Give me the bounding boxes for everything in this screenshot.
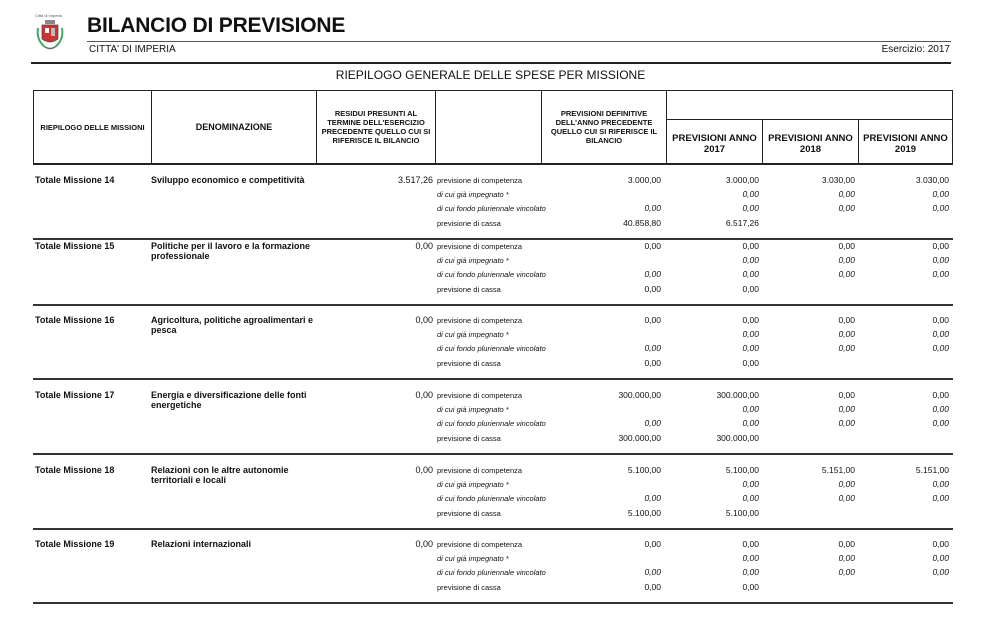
y2018-competenza-value: 5.151,00 <box>821 465 855 475</box>
mission-denominazione: Politiche per il lavoro e la formazione professionale <box>151 241 311 261</box>
prev_def-fpv-value: 0,00 <box>644 269 661 279</box>
header-divider <box>31 62 951 64</box>
mission-denominazione: Sviluppo economico e competitività <box>151 175 305 185</box>
row-label-impegnato: di cui già impegnato * <box>437 256 509 265</box>
prev_def-fpv-value: 0,00 <box>644 203 661 213</box>
entity-name: CITTA' DI IMPERIA <box>89 44 176 55</box>
y2019-competenza-value: 0,00 <box>932 315 949 325</box>
row-label-cassa: previsione di cassa <box>437 359 501 368</box>
y2018-impegnato-value: 0,00 <box>838 479 855 489</box>
exercise-year: Esercizio: 2017 <box>881 44 950 55</box>
document-title: BILANCIO DI PREVISIONE <box>87 14 346 37</box>
y2019-impegnato-value: 0,00 <box>932 553 949 563</box>
col-header-residui: RESIDUI PRESUNTI AL TERMINE DELL'ESERCIZIO PRECEDENTE QUELLO CUI SI RIFERISCE IL BILANCIO <box>317 91 436 163</box>
y2017-fpv-value: 0,00 <box>742 343 759 353</box>
y2018-fpv-value: 0,00 <box>838 269 855 279</box>
prev_def-cassa-value: 40.858,80 <box>623 218 661 228</box>
y2017-fpv-value: 0,00 <box>742 418 759 428</box>
y2017-competenza-value: 5.100,00 <box>725 465 759 475</box>
y2018-impegnato-value: 0,00 <box>838 329 855 339</box>
y2017-impegnato-value: 0,00 <box>742 479 759 489</box>
y2017-cassa-value: 5.100,00 <box>725 508 759 518</box>
prev_def-competenza-value: 300.000,00 <box>618 390 661 400</box>
row-label-fpv: di cui fondo pluriennale vincolato <box>437 419 546 428</box>
row-label-fpv: di cui fondo pluriennale vincolato <box>437 204 546 213</box>
mission-name: Totale Missione 16 <box>35 315 115 325</box>
prev_def-competenza-value: 0,00 <box>644 315 661 325</box>
y2018-competenza-value: 0,00 <box>838 539 855 549</box>
prev_def-competenza-value: 3.000,00 <box>627 175 661 185</box>
col-header-2018: PREVISIONI ANNO 2018 <box>763 119 859 163</box>
col-header-2019: PREVISIONI ANNO 2019 <box>859 119 952 163</box>
y2018-fpv-value: 0,00 <box>838 418 855 428</box>
prev_def-cassa-value: 5.100,00 <box>627 508 661 518</box>
row-label-cassa: previsione di cassa <box>437 285 501 294</box>
row-label-competenza: previsione di competenza <box>437 466 523 475</box>
y2017-competenza-value: 0,00 <box>742 539 759 549</box>
y2017-impegnato-value: 0,00 <box>742 255 759 265</box>
row-label-competenza: previsione di competenza <box>437 540 523 549</box>
prev_def-cassa-value: 300.000,00 <box>618 433 661 443</box>
y2019-impegnato-value: 0,00 <box>932 479 949 489</box>
y2019-competenza-value: 3.030,00 <box>915 175 949 185</box>
prev_def-fpv-value: 0,00 <box>644 418 661 428</box>
y2017-competenza-value: 0,00 <box>742 241 759 251</box>
col-header-missioni: RIEPILOGO DELLE MISSIONI <box>34 91 152 163</box>
prev_def-cassa-value: 0,00 <box>644 582 661 592</box>
mission-denominazione: Relazioni con le altre autonomie territoriali e locali <box>151 465 289 485</box>
report-title: RIEPILOGO GENERALE DELLE SPESE PER MISSIONE <box>335 68 646 82</box>
residui-value: 0,00 <box>415 241 433 251</box>
prev_def-fpv-value: 0,00 <box>644 343 661 353</box>
mission-block <box>33 381 953 455</box>
row-label-cassa: previsione di cassa <box>437 434 501 443</box>
prev_def-fpv-value: 0,00 <box>644 567 661 577</box>
prev_def-competenza-value: 0,00 <box>644 539 661 549</box>
mission-denominazione: Agricoltura, politiche agroalimentari e pesca <box>151 315 314 335</box>
col-header-denominazione: DENOMINAZIONE <box>152 91 317 163</box>
y2018-competenza-value: 3.030,00 <box>821 175 855 185</box>
row-label-impegnato: di cui già impegnato * <box>437 330 509 339</box>
y2017-fpv-value: 0,00 <box>742 493 759 503</box>
y2017-cassa-value: 0,00 <box>742 358 759 368</box>
y2018-impegnato-value: 0,00 <box>838 553 855 563</box>
row-label-competenza: previsione di competenza <box>437 242 523 251</box>
mission-name: Totale Missione 18 <box>35 465 115 475</box>
y2017-fpv-value: 0,00 <box>742 203 759 213</box>
y2019-competenza-value: 0,00 <box>932 241 949 251</box>
y2017-cassa-value: 0,00 <box>742 284 759 294</box>
row-label-impegnato: di cui già impegnato * <box>437 190 509 199</box>
row-label-competenza: previsione di competenza <box>437 316 523 325</box>
y2018-impegnato-value: 0,00 <box>838 255 855 265</box>
row-divider <box>33 378 953 380</box>
y2017-cassa-value: 300.000,00 <box>716 433 759 443</box>
logo-caption: Città di Imperia <box>35 13 62 18</box>
row-label-cassa: previsione di cassa <box>437 583 501 592</box>
prev_def-fpv-value: 0,00 <box>644 493 661 503</box>
row-label-fpv: di cui fondo pluriennale vincolato <box>437 270 546 279</box>
mission-name: Totale Missione 14 <box>35 175 115 185</box>
mission-block <box>33 530 953 604</box>
residui-value: 0,00 <box>415 315 433 325</box>
y2018-impegnato-value: 0,00 <box>838 404 855 414</box>
row-label-impegnato: di cui già impegnato * <box>437 480 509 489</box>
mission-block <box>33 232 953 306</box>
y2019-competenza-value: 0,00 <box>932 539 949 549</box>
prev_def-competenza-value: 0,00 <box>644 241 661 251</box>
y2018-fpv-value: 0,00 <box>838 567 855 577</box>
y2018-impegnato-value: 0,00 <box>838 189 855 199</box>
mission-denominazione: Energia e diversificazione delle fonti energetiche <box>151 390 307 410</box>
mission-block <box>33 306 953 380</box>
row-label-fpv: di cui fondo pluriennale vincolato <box>437 568 546 577</box>
residui-value: 0,00 <box>415 465 433 475</box>
y2019-fpv-value: 0,00 <box>932 269 949 279</box>
mission-name: Totale Missione 17 <box>35 390 115 400</box>
col-header-2017: PREVISIONI ANNO 2017 <box>667 119 763 163</box>
y2019-fpv-value: 0,00 <box>932 493 949 503</box>
y2019-fpv-value: 0,00 <box>932 567 949 577</box>
row-divider <box>33 602 953 604</box>
row-label-fpv: di cui fondo pluriennale vincolato <box>437 494 546 503</box>
y2017-cassa-value: 0,00 <box>742 582 759 592</box>
table-header <box>33 90 953 165</box>
y2017-fpv-value: 0,00 <box>742 269 759 279</box>
row-label-fpv: di cui fondo pluriennale vincolato <box>437 344 546 353</box>
y2019-impegnato-value: 0,00 <box>932 255 949 265</box>
col-header-previsioni-definitive: PREVISIONI DEFINITIVE DELL'ANNO PRECEDENTE QUELLO CUI SI RIFERISCE IL BILANCIO <box>542 91 667 163</box>
row-divider <box>33 453 953 455</box>
y2017-impegnato-value: 0,00 <box>742 189 759 199</box>
y2018-fpv-value: 0,00 <box>838 203 855 213</box>
y2017-competenza-value: 300.000,00 <box>716 390 759 400</box>
residui-value: 3.517,26 <box>397 175 433 185</box>
col-header-blank <box>436 91 542 163</box>
y2018-competenza-value: 0,00 <box>838 390 855 400</box>
mission-block <box>33 166 953 240</box>
city-coat-of-arms-logo <box>33 12 67 54</box>
y2019-fpv-value: 0,00 <box>932 343 949 353</box>
y2017-impegnato-value: 0,00 <box>742 329 759 339</box>
residui-value: 0,00 <box>415 539 433 549</box>
y2017-impegnato-value: 0,00 <box>742 404 759 414</box>
y2017-competenza-value: 3.000,00 <box>725 175 759 185</box>
y2019-impegnato-value: 0,00 <box>932 404 949 414</box>
mission-denominazione: Relazioni internazionali <box>151 539 252 549</box>
row-label-cassa: previsione di cassa <box>437 509 501 518</box>
y2018-fpv-value: 0,00 <box>838 343 855 353</box>
y2019-competenza-value: 5.151,00 <box>915 465 949 475</box>
y2018-competenza-value: 0,00 <box>838 315 855 325</box>
y2019-competenza-value: 0,00 <box>932 390 949 400</box>
row-label-competenza: previsione di competenza <box>437 391 523 400</box>
mission-name: Totale Missione 15 <box>35 241 115 251</box>
y2017-impegnato-value: 0,00 <box>742 553 759 563</box>
mission-name: Totale Missione 19 <box>35 539 115 549</box>
y2017-fpv-value: 0,00 <box>742 567 759 577</box>
y2019-impegnato-value: 0,00 <box>932 189 949 199</box>
row-label-impegnato: di cui già impegnato * <box>437 554 509 563</box>
prev_def-cassa-value: 0,00 <box>644 284 661 294</box>
y2018-competenza-value: 0,00 <box>838 241 855 251</box>
residui-value: 0,00 <box>415 390 433 400</box>
y2017-cassa-value: 6.517,26 <box>725 218 759 228</box>
y2019-impegnato-value: 0,00 <box>932 329 949 339</box>
y2018-fpv-value: 0,00 <box>838 493 855 503</box>
row-label-cassa: previsione di cassa <box>437 219 501 228</box>
title-divider <box>87 41 951 42</box>
prev_def-competenza-value: 5.100,00 <box>627 465 661 475</box>
prev_def-cassa-value: 0,00 <box>644 358 661 368</box>
mission-block <box>33 456 953 530</box>
row-label-competenza: previsione di competenza <box>437 176 523 185</box>
y2019-fpv-value: 0,00 <box>932 418 949 428</box>
col-header-group-span <box>667 91 954 119</box>
y2017-competenza-value: 0,00 <box>742 315 759 325</box>
row-label-impegnato: di cui già impegnato * <box>437 405 509 414</box>
y2019-fpv-value: 0,00 <box>932 203 949 213</box>
